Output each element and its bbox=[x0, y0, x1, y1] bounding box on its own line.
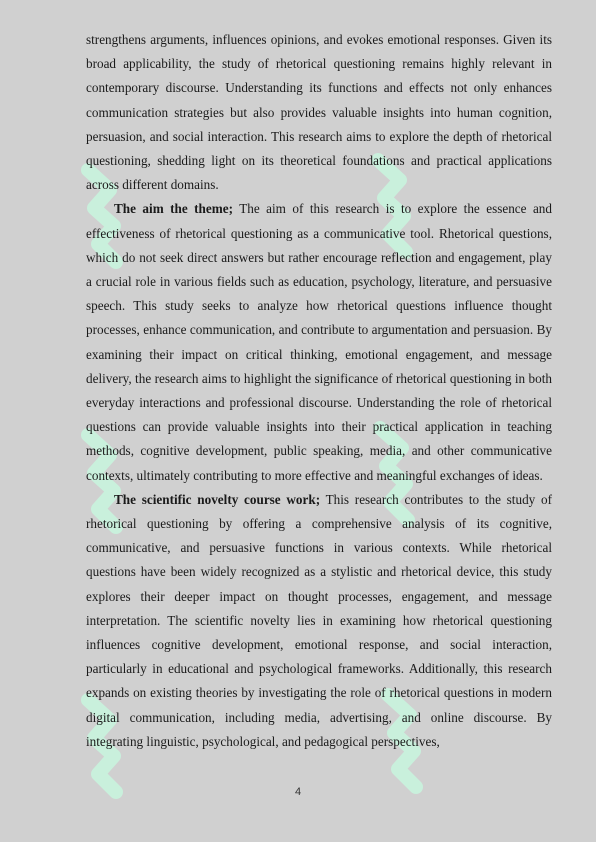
paragraph-intro-continuation bbox=[86, 28, 552, 197]
paragraph-novelty bbox=[86, 488, 552, 754]
paragraph-heading-novelty: The scientific novelty course work; bbox=[114, 491, 321, 507]
paragraph-aim bbox=[86, 197, 552, 487]
body-text bbox=[86, 28, 552, 754]
paragraph-text: This research contributes to the study of rhetorical questioning by offering a comprehensive analysis of its cognitive, communicative, and persuasive functions in various contexts. While rhetorical questions have been widely recognized as a stylistic and rhetorical device, this study explores their deeper impact on thought processes, engagement, and message interpretation. The scientific novelty lies in examining how rhetorical questioning influences cognitive development, emotional response, and social interaction, particularly in educational and psychological frameworks. Additionally, this research expands on existing theories by investigating the role of rhetorical questions in modern digital communication, including media, advertising, and online discourse. By integrating linguistic, psychological, and pedagogical perspectives, bbox=[86, 491, 552, 749]
paragraph-text: The aim of this research is to explore the essence and effectiveness of rhetorical questioning as a communicative tool. Rhetorical questions, which do not seek direct answers but rather encourage reflection and engagement, play a crucial role in various fields such as education, psychology, literature, and persuasive speech. This study seeks to analyze how rhetorical questions influence thought processes, enhance communication, and contribute to argumentation and persuasion. By examining their impact on critical thinking, emotional engagement, and message delivery, the research aims to highlight the significance of rhetorical questioning in both everyday interactions and professional discourse. Understanding the role of rhetorical questions can provide valuable insights into their practical application in teaching methods, cognitive development, public speaking, media, and other communicative contexts, ultimately contributing to more effective and meaningful exchanges of ideas. bbox=[86, 201, 552, 483]
paragraph-heading-aim: The aim the theme; bbox=[114, 201, 233, 217]
paragraph-text: strengthens arguments, influences opinions, and evokes emotional responses. Given its broad applicability, the study of rhetorical questioning remains highly relevant in contemporary discourse. Understanding its functions and effects not only enhances communication strategies but also provides valuable insights into human cognition, persuasion, and social interaction. This research aims to explore the depth of rhetorical questioning, shedding light on its theoretical foundations and practical applications across different domains. bbox=[86, 32, 552, 193]
page-number: 4 bbox=[294, 786, 302, 798]
